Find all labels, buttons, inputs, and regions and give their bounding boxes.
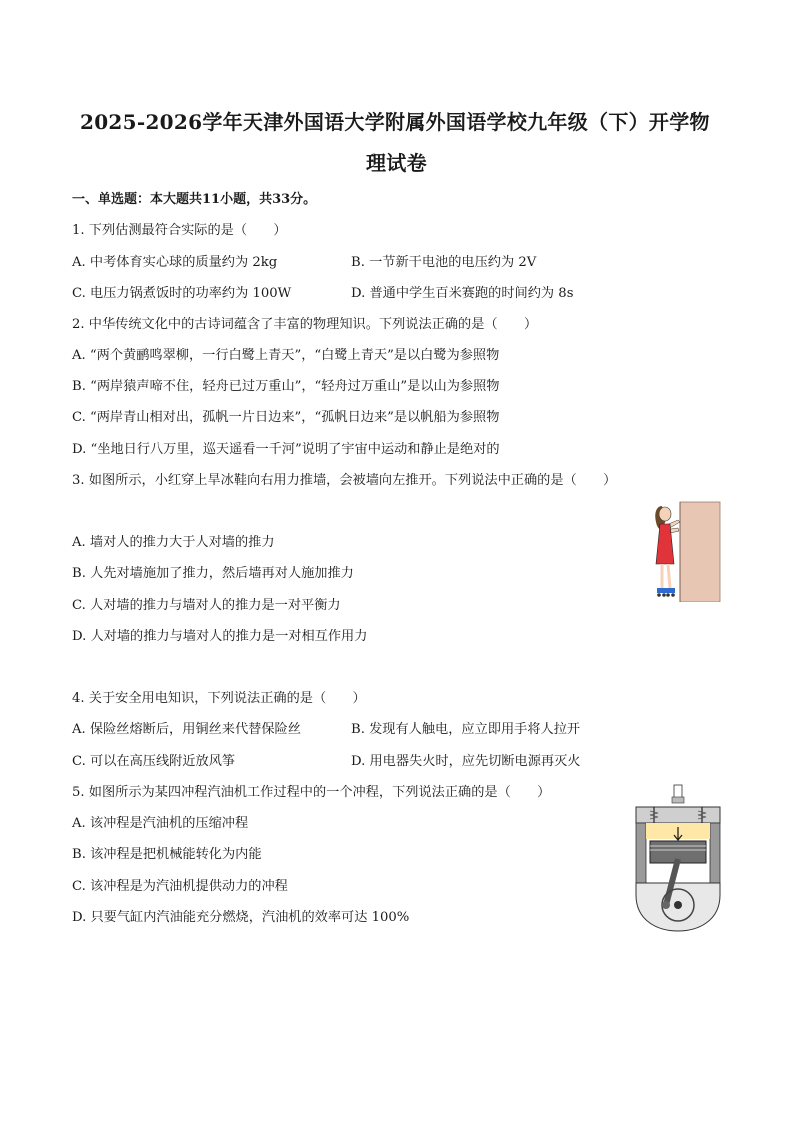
- exam-title-line2: 理试卷: [366, 151, 427, 175]
- question-3-option-b: B. 人先对墙施加了推力，然后墙再对人施加推力: [72, 566, 354, 581]
- question-2-option-d: D. “坐地日行八万里，巡天遥看一千河”说明了宇宙中运动和静止是绝对的: [72, 442, 500, 457]
- question-2-option-c: C. “两岸青山相对出，孤帆一片日边来”，“孤帆日边来”是以帆船为参照物: [72, 410, 500, 425]
- question-1-option-c: C. 电压力锅煮饭时的功率约为 100W: [72, 286, 292, 301]
- question-1-option-a: A. 中考体育实心球的质量约为 2kg: [72, 255, 278, 270]
- girl-pushing-wall-figure: [648, 500, 722, 602]
- question-5-stem: 5. 如图所示为某四冲程汽油机工作过程中的一个冲程，下列说法正确的是（ ）: [72, 785, 551, 800]
- question-5-option-a: A. 该冲程是汽油机的压缩冲程: [72, 816, 249, 831]
- engine-cylinder-figure: [628, 783, 728, 933]
- question-2-option-a: A. “两个黄鹂鸣翠柳，一行白鹭上青天”，“白鹭上青天”是以白鹭为参照物: [72, 348, 500, 363]
- question-1-option-b: B. 一节新干电池的电压约为 2V: [351, 255, 537, 270]
- question-3-option-c: C. 人对墙的推力与墙对人的推力是一对平衡力: [72, 598, 341, 613]
- question-1-stem: 1. 下列估测最符合实际的是（ ）: [72, 223, 287, 238]
- question-5-option-d: D. 只要气缸内汽油能充分燃烧，汽油机的效率可达 100%: [72, 910, 410, 925]
- question-3-stem: 3. 如图所示，小红穿上旱冰鞋向右用力推墙，会被墙向左推开。下列说法中正确的是（ ）: [72, 473, 617, 488]
- question-5-option-b: B. 该冲程是把机械能转化为内能: [72, 847, 262, 862]
- question-3-option-d: D. 人对墙的推力与墙对人的推力是一对相互作用力: [72, 629, 368, 644]
- question-4-option-b: B. 发现有人触电，应立即用手将人拉开: [351, 722, 581, 737]
- question-3-option-a: A. 墙对人的推力大于人对墙的推力: [72, 535, 275, 550]
- question-2-stem: 2. 中华传统文化中的古诗词蕴含了丰富的物理知识。下列说法正确的是（ ）: [72, 317, 538, 332]
- question-5-option-c: C. 该冲程是为汽油机提供动力的冲程: [72, 879, 288, 894]
- question-4-option-c: C. 可以在高压线附近放风筝: [72, 754, 236, 769]
- question-4-option-d: D. 用电器失火时，应先切断电源再灭火: [351, 754, 581, 769]
- question-4-option-a: A. 保险丝熔断后，用铜丝来代替保险丝: [72, 722, 301, 737]
- question-4-stem: 4. 关于安全用电知识，下列说法正确的是（ ）: [72, 691, 366, 706]
- exam-title-line1: 2025-2026学年天津外国语大学附属外国语学校九年级（下）开学物: [80, 110, 710, 134]
- question-2-option-b: B. “两岸猿声啼不住，轻舟已过万重山”，“轻舟过万重山”是以山为参照物: [72, 379, 500, 394]
- section-header: 一、单选题：本大题共11小题，共33分。: [72, 192, 317, 207]
- question-1-option-d: D. 普通中学生百米赛跑的时间约为 8s: [351, 286, 574, 301]
